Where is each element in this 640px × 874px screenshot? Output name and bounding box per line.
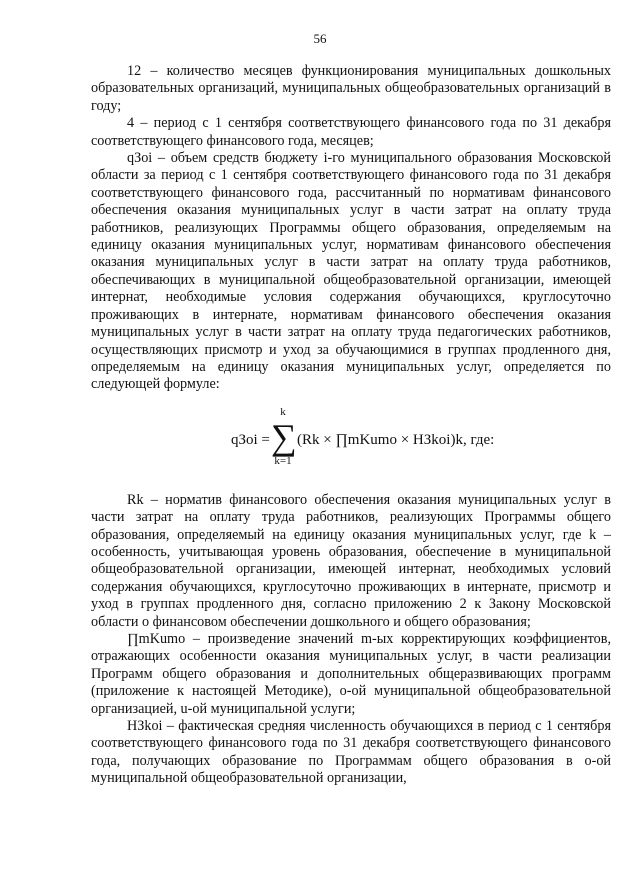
sum-lower-limit: k=1 [274, 454, 292, 467]
sigma-symbol: ∑ [271, 416, 297, 457]
paragraph-period: 4 – период с 1 сентября соответствующего финансового года по 31 декабря соответствующего финансового года, месяцев; [91, 115, 611, 149]
page-number: 56 [313, 31, 327, 46]
paragraph-qz-definition: qЗoi – объем средств бюджету i-го муниципального образования Московской области за период с 1 сентября соответствующего финансового года по 31 декабря соответствующего финансового года, рассчитанный по нормативам финансового обеспечения оказания муниципальных услуг в части затрат на оплату труда работников, реализующих Программы общего образования, определяемым на единицу оказания муниципальных услуг, нормативам финансового обеспечения оказания муниципальных услуг в части затрат на оплату труда работников, обеспечивающих в муниципальной общеобразовательной организации, имеющей интернат, необходимые условия содержания обучающихся, круглосуточно проживающих в интернате, нормативам финансового обеспечения оказания муниципальных услуг в части затрат на оплату труда педагогических работников, осуществляющих присмотр и уход за обучающимися в группах продленного дня, определяемым на единицу оказания муниципальных услуг, определяется по следующей формуле: [91, 150, 611, 393]
formula-block [91, 404, 611, 480]
paragraph-months-count: 12 – количество месяцев функционирования муниципальных дошкольных образовательных организаций, муниципальных общеобразовательных организаций в году; [91, 63, 611, 114]
definition-nz: НЗkoi – фактическая средняя численность обучающихся в период с 1 сентября соответствующего финансового года по 31 декабря соответствующего финансового года, получающих образование по Программам общего образования в о-ой муниципальной общеобразовательной организации, [91, 718, 611, 787]
sum-operator [271, 406, 295, 468]
definition-rk: Rk – норматив финансового обеспечения оказания муниципальных услуг в части затрат на оплату труда работников, реализующих Программы общего образования, определяемый на единицу оказания муниципальных услуг, где k – особенность, учитывающая уровень образования, обеспечение в муниципальной общеобразовательной организации, имеющей интернат, необходимых условий содержания обучающихся, круглосуточно проживающих в интернате, присмотр и уход в группах продленного дня, согласно приложению 2 к Закону Московской области о финансовом обеспечении дошкольного и общего образования; [91, 491, 611, 630]
formula-rhs: (Rk × ∏mKumo × НЗkoi)k, где: [297, 431, 495, 448]
document-body [91, 63, 611, 788]
formula-lhs: qЗoi = [231, 431, 270, 448]
sum-upper-limit: k [280, 405, 286, 418]
definition-product-k: ∏mKumo – произведение значений m-ых корректирующих коэффициентов, отражающих особенности оказания муниципальных услуг, в части реализации Программ общего образования и дополнительных общеразвивающих программ (приложение к настоящей Методике), о-ой муниципальной общеобразовательной организацией, u-ой муниципальной услуги; [91, 630, 611, 717]
